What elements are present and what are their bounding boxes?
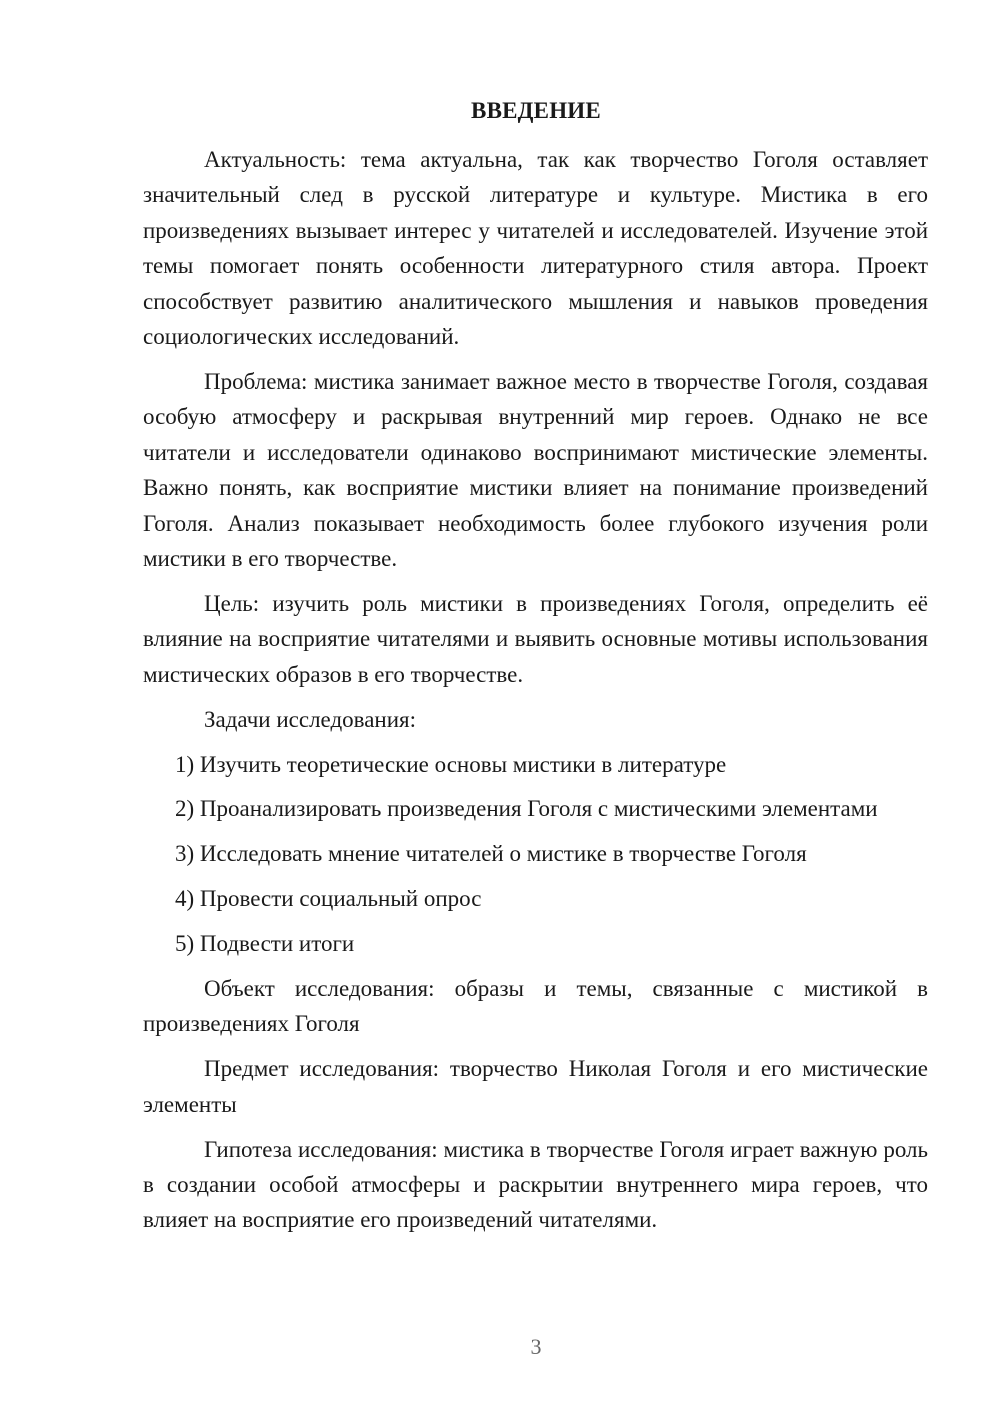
task-item-2: 2) Проанализировать произведения Гоголя с мистическими элементами	[175, 796, 878, 822]
task-item-5: 5) Подвести итоги	[175, 931, 355, 957]
paragraph-hypothesis: Гипотеза исследования: мистика в творчестве Гоголя играет важную роль в создании особой атмосферы и раскрытии внутреннего мира героев, что влияет на восприятие его произведений читателями.	[143, 1136, 928, 1233]
document-body	[143, 142, 928, 1247]
task-item-4: 4) Провести социальный опрос	[175, 886, 482, 912]
paragraph-relevance: Актуальность: тема актуальна, так как творчество Гоголя оставляет значительный след в русской литературе и культуре. Мистика в его произведениях вызывает интерес у читателей и исследователей. Изучение этой темы помогает понять особенности литературного стиля автора. Проект способствует развитию аналитического мышления и навыков проведения социологических исследований.	[143, 147, 928, 350]
paragraph-goal: Цель: изучить роль мистики в произведениях Гоголя, определить её влияние на восприятие читателями и выявить основные мотивы использования мистических образов в его творчестве.	[143, 590, 928, 687]
task-item-1: 1) Изучить теоретические основы мистики в литературе	[175, 751, 727, 777]
tasks-heading: Задачи исследования:	[204, 706, 417, 732]
section-heading: ВВЕДЕНИЕ	[471, 98, 601, 123]
paragraph-problem: Проблема: мистика занимает важное место в творчестве Гоголя, создавая особую атмосферу и раскрывая внутренний мир героев. Однако не все читатели и исследователи одинаково воспринимают мистические элементы. Важно понять, как восприятие мистики влияет на понимание произведений Гоголя. Анализ показывает необходимость более глубокого изучения роли мистики в его творчестве.	[143, 368, 928, 571]
paragraph-subject: Предмет исследования: творчество Николая Гоголя и его мистические элементы	[143, 1056, 928, 1117]
page-number: 3	[530, 1334, 542, 1359]
paragraph-object: Объект исследования: образы и темы, связанные с мистикой в произведениях Гоголя	[143, 976, 928, 1037]
task-item-3: 3) Исследовать мнение читателей о мистике в творчестве Гоголя	[175, 841, 807, 867]
